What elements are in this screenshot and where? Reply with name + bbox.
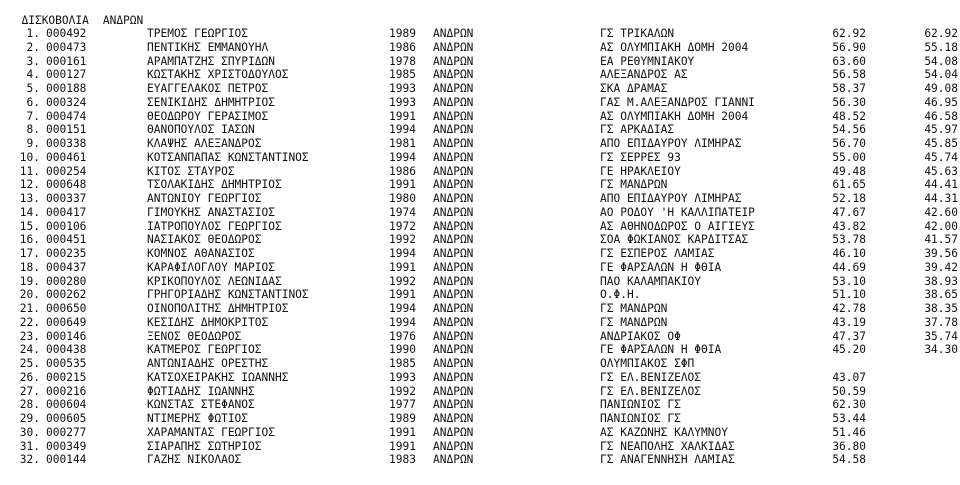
club-cell: ΑΟ ΡΟΔΟΥ 'Η ΚΑΛΛΙΠΑΤΕΙΡ bbox=[600, 205, 755, 219]
athlete-name-cell: ΚΡΙΚΟΠΟΥΛΟΣ ΛΕΩΝΙΔΑΣ bbox=[147, 274, 282, 288]
table-row bbox=[0, 82, 960, 96]
athlete-name-cell: ΦΩΤΙΑΔΗΣ ΙΩΑΝΝΗΣ bbox=[147, 384, 255, 398]
club-cell: ΓΕ ΗΡΑΚΛΕΙΟΥ bbox=[600, 164, 681, 178]
athlete-id-cell: 000605 bbox=[46, 412, 87, 425]
rank-cell: 3. bbox=[26, 54, 40, 68]
rank-cell: 14. bbox=[19, 205, 40, 219]
table-row bbox=[0, 192, 960, 206]
athlete-name-cell: ΚΑΡΑΦΙΛΟΓΛΟΥ ΜΑΡΙΟΣ bbox=[147, 260, 275, 274]
athlete-id-cell: 000127 bbox=[46, 68, 87, 82]
club-cell: ΓΣ ΜΑΝΔΡΩΝ bbox=[600, 302, 668, 315]
rank-cell: 17. bbox=[19, 247, 40, 260]
event-title: ΔΙΣΚΟΒΟΛΙΑ bbox=[21, 14, 89, 27]
mark-1-cell: 56.30 bbox=[832, 95, 866, 109]
athlete-id-cell: 000216 bbox=[46, 384, 87, 398]
rank-cell: 19. bbox=[19, 274, 40, 288]
athlete-name-cell: ΓΡΗΓΟΡΙΑΔΗΣ ΚΩΝΣΤΑΝΤΙΝΟΣ bbox=[147, 288, 309, 302]
rank-cell: 18. bbox=[19, 260, 40, 274]
athlete-id-cell: 000277 bbox=[46, 425, 87, 439]
category-cell: ΑΝΔΡΩΝ bbox=[433, 260, 474, 274]
club-cell: ΠΑΟ ΚΑΛΑΜΠΑΚΙΟΥ bbox=[600, 274, 702, 288]
rank-cell: 13. bbox=[19, 192, 40, 205]
category-cell: ΑΝΔΡΩΝ bbox=[433, 205, 474, 219]
athlete-id-cell: 000473 bbox=[46, 40, 87, 54]
table-row bbox=[0, 412, 960, 426]
mark-2-cell: 46.95 bbox=[924, 95, 958, 109]
birth-year-cell: 1991 bbox=[389, 425, 416, 439]
club-cell: ΑΣ ΟΛΥΜΠΙΑΚΗ ΔΟΜΗ 2004 bbox=[600, 109, 749, 123]
mark-1-cell: 43.07 bbox=[832, 370, 866, 384]
category-cell: ΑΝΔΡΩΝ bbox=[433, 370, 474, 384]
table-row bbox=[0, 426, 960, 440]
birth-year-cell: 1990 bbox=[389, 343, 416, 357]
athlete-name-cell: ΕΥΑΓΓΕΛΑΚΟΣ ΠΕΤΡΟΣ bbox=[147, 82, 269, 95]
athlete-id-cell: 000337 bbox=[46, 192, 87, 205]
category-cell: ΑΝΔΡΩΝ bbox=[433, 357, 474, 370]
mark-1-cell: 49.48 bbox=[832, 164, 866, 178]
category-cell: ΑΝΔΡΩΝ bbox=[433, 109, 474, 123]
club-cell: ΟΛΥΜΠΙΑΚΟΣ ΣΦΠ bbox=[600, 357, 695, 370]
mark-1-cell: 53.44 bbox=[832, 412, 866, 425]
club-cell: Ο.Φ.Η. bbox=[600, 288, 641, 302]
category-cell: ΑΝΔΡΩΝ bbox=[433, 123, 474, 137]
birth-year-cell: 1991 bbox=[389, 109, 416, 123]
table-row bbox=[0, 165, 960, 179]
athlete-id-cell: 000215 bbox=[46, 370, 87, 384]
table-row bbox=[0, 68, 960, 82]
birth-year-cell: 1977 bbox=[389, 398, 416, 412]
athlete-id-cell: 000280 bbox=[46, 274, 87, 288]
rank-cell: 5. bbox=[26, 82, 40, 95]
club-cell: ΑΛΕΞΑΝΔΡΟΣ ΑΣ bbox=[600, 68, 688, 82]
category-cell: ΑΝΔΡΩΝ bbox=[433, 150, 474, 164]
birth-year-cell: 1994 bbox=[389, 302, 416, 315]
club-cell: ΕΑ ΡΕΘΥΜΝΙΑΚΟΥ bbox=[600, 54, 695, 68]
athlete-id-cell: 000146 bbox=[46, 329, 87, 343]
mark-1-cell: 45.20 bbox=[832, 343, 866, 357]
athlete-name-cell: ΧΑΡΑΜΑΝΤΑΣ ΓΕΩΡΓΙΟΣ bbox=[147, 425, 275, 439]
club-cell: ΠΑΝΙΩΝΙΟΣ ΓΣ bbox=[600, 398, 681, 412]
mark-1-cell: 56.90 bbox=[832, 40, 866, 54]
club-cell: ΑΠΟ ΕΠΙΔΑΥΡΟΥ ΛΙΜΗΡΑΣ bbox=[600, 192, 742, 205]
mark-1-cell: 63.60 bbox=[832, 54, 866, 68]
mark-2-cell: 42.60 bbox=[924, 205, 958, 219]
mark-2-cell: 38.65 bbox=[924, 288, 958, 302]
birth-year-cell: 1992 bbox=[389, 274, 416, 288]
birth-year-cell: 1991 bbox=[389, 288, 416, 302]
athlete-id-cell: 000106 bbox=[46, 219, 87, 233]
mark-2-cell: 37.78 bbox=[924, 315, 958, 329]
mark-1-cell: 48.52 bbox=[832, 109, 866, 123]
mark-1-cell: 55.00 bbox=[832, 150, 866, 164]
athlete-name-cell: ΤΡΕΜΟΣ ΓΕΩΡΓΙΟΣ bbox=[147, 27, 249, 40]
mark-1-cell: 51.46 bbox=[832, 425, 866, 439]
rank-cell: 29. bbox=[19, 412, 40, 425]
table-row bbox=[0, 27, 960, 41]
mark-2-cell: 38.93 bbox=[924, 274, 958, 288]
table-row bbox=[0, 123, 960, 137]
athlete-name-cell: ΑΝΤΩΝΙΑΔΗΣ ΟΡΕΣΤΗΣ bbox=[147, 357, 269, 370]
birth-year-cell: 1992 bbox=[389, 384, 416, 398]
rank-cell: 4. bbox=[26, 68, 40, 82]
club-cell: ΑΝΔΡΙΑΚΟΣ ΟΦ bbox=[600, 329, 681, 343]
mark-2-cell: 45.97 bbox=[924, 123, 958, 137]
athlete-name-cell: ΓΙΜΟΥΚΗΣ ΑΝΑΣΤΑΣΙΟΣ bbox=[147, 205, 275, 219]
category-cell: ΑΝΔΡΩΝ bbox=[433, 27, 474, 40]
rank-cell: 9. bbox=[26, 137, 40, 150]
mark-2-cell: 38.35 bbox=[924, 302, 958, 315]
rank-cell: 28. bbox=[19, 398, 40, 412]
athlete-id-cell: 000144 bbox=[46, 453, 87, 467]
table-row bbox=[0, 41, 960, 55]
rank-cell: 12. bbox=[19, 178, 40, 192]
mark-2-cell: 41.57 bbox=[924, 233, 958, 247]
athlete-id-cell: 000338 bbox=[46, 137, 87, 150]
table-row bbox=[0, 302, 960, 316]
birth-year-cell: 1972 bbox=[389, 219, 416, 233]
mark-1-cell: 54.56 bbox=[832, 123, 866, 137]
athlete-name-cell: ΣΙΑΡΑΠΗΣ ΣΩΤΗΡΙΟΣ bbox=[147, 439, 262, 453]
mark-1-cell: 43.82 bbox=[832, 219, 866, 233]
category-cell: ΑΝΔΡΩΝ bbox=[433, 178, 474, 192]
category-cell: ΑΝΔΡΩΝ bbox=[433, 343, 474, 357]
birth-year-cell: 1994 bbox=[389, 315, 416, 329]
rank-cell: 25. bbox=[19, 357, 40, 370]
birth-year-cell: 1994 bbox=[389, 247, 416, 260]
category-cell: ΑΝΔΡΩΝ bbox=[433, 137, 474, 150]
mark-2-cell: 54.08 bbox=[924, 54, 958, 68]
table-row bbox=[0, 275, 960, 289]
athlete-id-cell: 000349 bbox=[46, 439, 87, 453]
club-cell: ΣΚΑ ΔΡΑΜΑΣ bbox=[600, 82, 668, 95]
mark-2-cell: 35.74 bbox=[924, 329, 958, 343]
mark-2-cell: 44.31 bbox=[924, 192, 958, 205]
rank-cell: 26. bbox=[19, 370, 40, 384]
category-cell: ΑΝΔΡΩΝ bbox=[433, 288, 474, 302]
mark-1-cell: 62.92 bbox=[832, 27, 866, 40]
birth-year-cell: 1993 bbox=[389, 370, 416, 384]
mark-1-cell: 44.69 bbox=[832, 260, 866, 274]
club-cell: ΑΣ ΟΛΥΜΠΙΑΚΗ ΔΟΜΗ 2004 bbox=[600, 40, 749, 54]
athlete-name-cell: ΓΑΖΗΣ ΝΙΚΟΛΑΟΣ bbox=[147, 453, 242, 467]
table-row bbox=[0, 385, 960, 399]
athlete-id-cell: 000262 bbox=[46, 288, 87, 302]
rank-cell: 10. bbox=[19, 150, 40, 164]
mark-2-cell: 34.30 bbox=[924, 343, 958, 357]
club-cell: ΓΕ ΦΑΡΣΑΛΩΝ Η ΦΘΙΑ bbox=[600, 260, 722, 274]
mark-1-cell: 50.59 bbox=[832, 384, 866, 398]
club-cell: ΓΑΣ Μ.ΑΛΕΞΑΝΔΡΟΣ ΓΙΑΝΝΙ bbox=[600, 95, 755, 109]
rank-cell: 2. bbox=[26, 40, 40, 54]
birth-year-cell: 1985 bbox=[389, 68, 416, 82]
athlete-name-cell: ΑΝΤΩΝΙΟΥ ΓΕΩΡΓΙΟΣ bbox=[147, 192, 262, 205]
athlete-name-cell: ΚΑΤΣΟΧΕΙΡΑΚΗΣ ΙΩΑΝΝΗΣ bbox=[147, 370, 289, 384]
birth-year-cell: 1974 bbox=[389, 205, 416, 219]
athlete-id-cell: 000417 bbox=[46, 205, 87, 219]
page-title bbox=[8, 0, 144, 27]
athlete-name-cell: ΚΕΣΙΔΗΣ ΔΗΜΟΚΡΙΤΟΣ bbox=[147, 315, 269, 329]
club-cell: ΓΣ ΜΑΝΔΡΩΝ bbox=[600, 178, 668, 192]
mark-2-cell: 54.04 bbox=[924, 68, 958, 82]
birth-year-cell: 1989 bbox=[389, 412, 416, 425]
club-cell: ΓΕ ΦΑΡΣΑΛΩΝ Η ΦΘΙΑ bbox=[600, 343, 722, 357]
birth-year-cell: 1993 bbox=[389, 95, 416, 109]
table-row bbox=[0, 440, 960, 454]
category-cell: ΑΝΔΡΩΝ bbox=[433, 54, 474, 68]
club-cell: ΓΣ ΕΛ.ΒΕΝΙΖΕΛΟΣ bbox=[600, 370, 702, 384]
mark-1-cell: 54.58 bbox=[832, 453, 866, 467]
table-row bbox=[0, 343, 960, 357]
category-cell: ΑΝΔΡΩΝ bbox=[433, 329, 474, 343]
athlete-id-cell: 000235 bbox=[46, 247, 87, 260]
table-row bbox=[0, 357, 960, 371]
mark-1-cell: 36.80 bbox=[832, 439, 866, 453]
club-cell: ΓΣ ΕΣΠΕΡΟΣ ΛΑΜΙΑΣ bbox=[600, 247, 715, 260]
athlete-id-cell: 000188 bbox=[46, 82, 87, 95]
category-cell: ΑΝΔΡΩΝ bbox=[433, 398, 474, 412]
athlete-name-cell: ΚΩΝΣΤΑΣ ΣΤΕΦΑΝΟΣ bbox=[147, 398, 255, 412]
rank-cell: 32. bbox=[19, 453, 40, 467]
rank-cell: 11. bbox=[19, 164, 40, 178]
category-cell: ΑΝΔΡΩΝ bbox=[433, 425, 474, 439]
category-cell: ΑΝΔΡΩΝ bbox=[433, 192, 474, 205]
rank-cell: 8. bbox=[26, 123, 40, 137]
table-row bbox=[0, 137, 960, 151]
athlete-id-cell: 000451 bbox=[46, 233, 87, 247]
club-cell: ΣΟΑ ΦΩΚΙΑΝΟΣ ΚΑΡΔΙΤΣΑΣ bbox=[600, 233, 749, 247]
athlete-id-cell: 000474 bbox=[46, 109, 87, 123]
category-cell: ΑΝΔΡΩΝ bbox=[433, 439, 474, 453]
mark-1-cell: 43.19 bbox=[832, 315, 866, 329]
athlete-id-cell: 000437 bbox=[46, 260, 87, 274]
mark-1-cell: 52.18 bbox=[832, 192, 866, 205]
mark-2-cell: 49.08 bbox=[924, 82, 958, 95]
birth-year-cell: 1991 bbox=[389, 439, 416, 453]
athlete-name-cell: ΑΡΑΜΠΑΤΖΗΣ ΣΠΥΡΙΔΩΝ bbox=[147, 54, 275, 68]
rank-cell: 16. bbox=[19, 233, 40, 247]
birth-year-cell: 1980 bbox=[389, 192, 416, 205]
mark-2-cell: 45.74 bbox=[924, 150, 958, 164]
table-row bbox=[0, 330, 960, 344]
mark-2-cell: 46.58 bbox=[924, 109, 958, 123]
rank-cell: 22. bbox=[19, 315, 40, 329]
mark-1-cell: 47.67 bbox=[832, 205, 866, 219]
club-cell: ΑΣ ΚΑΖΩΝΗΣ ΚΑΛΥΜΝΟΥ bbox=[600, 425, 728, 439]
athlete-name-cell: ΟΙΝΟΠΟΛΙΤΗΣ ΔΗΜΗΤΡΙΟΣ bbox=[147, 302, 289, 315]
mark-1-cell: 47.37 bbox=[832, 329, 866, 343]
mark-1-cell: 61.65 bbox=[832, 178, 866, 192]
athlete-id-cell: 000254 bbox=[46, 164, 87, 178]
birth-year-cell: 1992 bbox=[389, 233, 416, 247]
athlete-id-cell: 000535 bbox=[46, 357, 87, 370]
table-row bbox=[0, 398, 960, 412]
mark-2-cell: 55.18 bbox=[924, 40, 958, 54]
club-cell: ΓΣ ΣΕΡΡΕΣ 93 bbox=[600, 150, 681, 164]
athlete-id-cell: 000648 bbox=[46, 178, 87, 192]
table-row bbox=[0, 316, 960, 330]
birth-year-cell: 1989 bbox=[389, 27, 416, 40]
category-cell: ΑΝΔΡΩΝ bbox=[433, 40, 474, 54]
birth-year-cell: 1994 bbox=[389, 123, 416, 137]
athlete-name-cell: ΚΩΣΤΑΚΗΣ ΧΡΙΣΤΟΔΟΥΛΟΣ bbox=[147, 68, 289, 82]
birth-year-cell: 1983 bbox=[389, 453, 416, 467]
mark-1-cell: 46.10 bbox=[832, 247, 866, 260]
club-cell: ΓΣ ΝΕΑΠΟΛΗΣ ΧΑΛΚΙΔΑΣ bbox=[600, 439, 735, 453]
birth-year-cell: 1981 bbox=[389, 137, 416, 150]
category-cell: ΑΝΔΡΩΝ bbox=[433, 384, 474, 398]
athlete-name-cell: ΘΑΝΟΠΟΥΛΟΣ ΙΑΣΩΝ bbox=[147, 123, 255, 137]
club-cell: ΓΣ ΑΡΚΑΔΙΑΣ bbox=[600, 123, 675, 137]
athlete-id-cell: 000438 bbox=[46, 343, 87, 357]
category-cell: ΑΝΔΡΩΝ bbox=[433, 164, 474, 178]
birth-year-cell: 1976 bbox=[389, 329, 416, 343]
category-cell: ΑΝΔΡΩΝ bbox=[433, 233, 474, 247]
rank-cell: 21. bbox=[19, 302, 40, 315]
table-row bbox=[0, 178, 960, 192]
table-row bbox=[0, 96, 960, 110]
mark-2-cell: 44.41 bbox=[924, 178, 958, 192]
rank-cell: 1. bbox=[26, 27, 40, 40]
athlete-id-cell: 000161 bbox=[46, 54, 87, 68]
category-cell: ΑΝΔΡΩΝ bbox=[433, 453, 474, 467]
athlete-id-cell: 000492 bbox=[46, 27, 87, 40]
birth-year-cell: 1991 bbox=[389, 178, 416, 192]
birth-year-cell: 1985 bbox=[389, 357, 416, 370]
results-list bbox=[0, 27, 960, 467]
birth-year-cell: 1994 bbox=[389, 150, 416, 164]
birth-year-cell: 1993 bbox=[389, 82, 416, 95]
category-cell: ΑΝΔΡΩΝ bbox=[433, 247, 474, 260]
rank-cell: 15. bbox=[19, 219, 40, 233]
athlete-name-cell: ΚΟΤΣΑΝΠΑΠΑΣ ΚΩΝΣΤΑΝΤΙΝΟΣ bbox=[147, 150, 309, 164]
club-cell: ΠΑΝΙΩΝΙΟΣ ΓΣ bbox=[600, 412, 681, 425]
table-row bbox=[0, 247, 960, 261]
athlete-id-cell: 000649 bbox=[46, 315, 87, 329]
table-row bbox=[0, 453, 960, 467]
mark-1-cell: 56.70 bbox=[832, 137, 866, 150]
rank-cell: 6. bbox=[26, 95, 40, 109]
club-cell: ΑΠΟ ΕΠΙΔΑΥΡΟΥ ΛΙΜΗΡΑΣ bbox=[600, 137, 742, 150]
rank-cell: 23. bbox=[19, 329, 40, 343]
table-row bbox=[0, 288, 960, 302]
rank-cell: 24. bbox=[19, 343, 40, 357]
rank-cell: 7. bbox=[26, 109, 40, 123]
rank-cell: 27. bbox=[19, 384, 40, 398]
athlete-id-cell: 000604 bbox=[46, 398, 87, 412]
athlete-name-cell: ΣΕΝΙΚΙΔΗΣ ΔΗΜΗΤΡΙΟΣ bbox=[147, 95, 275, 109]
athlete-name-cell: ΚΑΤΜΕΡΟΣ ΓΕΩΡΓΙΟΣ bbox=[147, 343, 262, 357]
category-cell: ΑΝΔΡΩΝ bbox=[433, 95, 474, 109]
rank-cell: 31. bbox=[19, 439, 40, 453]
mark-2-cell: 45.63 bbox=[924, 164, 958, 178]
athlete-name-cell: ΚΙΤΟΣ ΣΤΑΥΡΟΣ bbox=[147, 164, 235, 178]
birth-year-cell: 1986 bbox=[389, 40, 416, 54]
mark-1-cell: 58.37 bbox=[832, 82, 866, 95]
athlete-name-cell: ΞΕΝΟΣ ΘΕΟΔΩΡΟΣ bbox=[147, 329, 242, 343]
table-row bbox=[0, 110, 960, 124]
athlete-name-cell: ΘΕΟΔΩΡΟΥ ΓΕΡΑΣΙΜΟΣ bbox=[147, 109, 269, 123]
category-cell: ΑΝΔΡΩΝ bbox=[433, 68, 474, 82]
mark-1-cell: 62.30 bbox=[832, 398, 866, 412]
category-title: ΑΝΔΡΩΝ bbox=[102, 14, 144, 27]
mark-1-cell: 53.78 bbox=[832, 233, 866, 247]
table-row bbox=[0, 151, 960, 165]
table-row bbox=[0, 371, 960, 385]
rank-cell: 20. bbox=[19, 288, 40, 302]
rank-cell: 30. bbox=[19, 425, 40, 439]
category-cell: ΑΝΔΡΩΝ bbox=[433, 274, 474, 288]
athlete-id-cell: 000461 bbox=[46, 150, 87, 164]
mark-2-cell: 39.42 bbox=[924, 260, 958, 274]
mark-1-cell: 42.78 bbox=[832, 302, 866, 315]
mark-1-cell: 53.10 bbox=[832, 274, 866, 288]
table-row bbox=[0, 206, 960, 220]
club-cell: ΓΣ ΕΛ.ΒΕΝΙΖΕΛΟΣ bbox=[600, 384, 702, 398]
athlete-name-cell: ΚΟΜΝΟΣ ΑΘΑΝΑΣΙΟΣ bbox=[147, 247, 255, 260]
birth-year-cell: 1986 bbox=[389, 164, 416, 178]
athlete-name-cell: ΙΑΤΡΟΠΟΥΛΟΣ ΓΕΩΡΓΙΟΣ bbox=[147, 219, 282, 233]
table-row bbox=[0, 55, 960, 69]
athlete-id-cell: 000324 bbox=[46, 95, 87, 109]
category-cell: ΑΝΔΡΩΝ bbox=[433, 219, 474, 233]
mark-1-cell: 56.58 bbox=[832, 68, 866, 82]
birth-year-cell: 1978 bbox=[389, 54, 416, 68]
mark-2-cell: 45.85 bbox=[924, 137, 958, 150]
mark-2-cell: 62.92 bbox=[924, 27, 958, 40]
athlete-name-cell: ΝΑΣΙΑΚΟΣ ΘΕΟΔΩΡΟΣ bbox=[147, 233, 262, 247]
table-row bbox=[0, 220, 960, 234]
category-cell: ΑΝΔΡΩΝ bbox=[433, 412, 474, 425]
mark-2-cell: 42.00 bbox=[924, 219, 958, 233]
table-row bbox=[0, 233, 960, 247]
mark-1-cell: 51.10 bbox=[832, 288, 866, 302]
club-cell: ΑΣ ΑΘΗΝΟΔΩΡΟΣ Ο ΑΙΓΙΕΥΣ bbox=[600, 219, 755, 233]
athlete-id-cell: 000151 bbox=[46, 123, 87, 137]
mark-2-cell: 39.56 bbox=[924, 247, 958, 260]
table-row bbox=[0, 261, 960, 275]
club-cell: ΓΣ ΜΑΝΔΡΩΝ bbox=[600, 315, 668, 329]
athlete-name-cell: ΠΕΝΤΙΚΗΣ ΕΜΜΑΝΟΥΗΛ bbox=[147, 40, 269, 54]
birth-year-cell: 1991 bbox=[389, 260, 416, 274]
athlete-id-cell: 000650 bbox=[46, 302, 87, 315]
club-cell: ΓΣ ΑΝΑΓΕΝΝΗΣΗ ΛΑΜΙΑΣ bbox=[600, 453, 735, 467]
club-cell: ΓΣ ΤΡΙΚΑΛΩΝ bbox=[600, 27, 675, 40]
category-cell: ΑΝΔΡΩΝ bbox=[433, 315, 474, 329]
athlete-name-cell: ΝΤΙΜΕΡΗΣ ΦΩΤΙΟΣ bbox=[147, 412, 249, 425]
category-cell: ΑΝΔΡΩΝ bbox=[433, 302, 474, 315]
athlete-name-cell: ΤΣΟΛΑΚΙΔΗΣ ΔΗΜΗΤΡΙΟΣ bbox=[147, 178, 282, 192]
athlete-name-cell: ΚΛΑΨΗΣ ΑΛΕΞΑΝΔΡΟΣ bbox=[147, 137, 262, 150]
category-cell: ΑΝΔΡΩΝ bbox=[433, 82, 474, 95]
